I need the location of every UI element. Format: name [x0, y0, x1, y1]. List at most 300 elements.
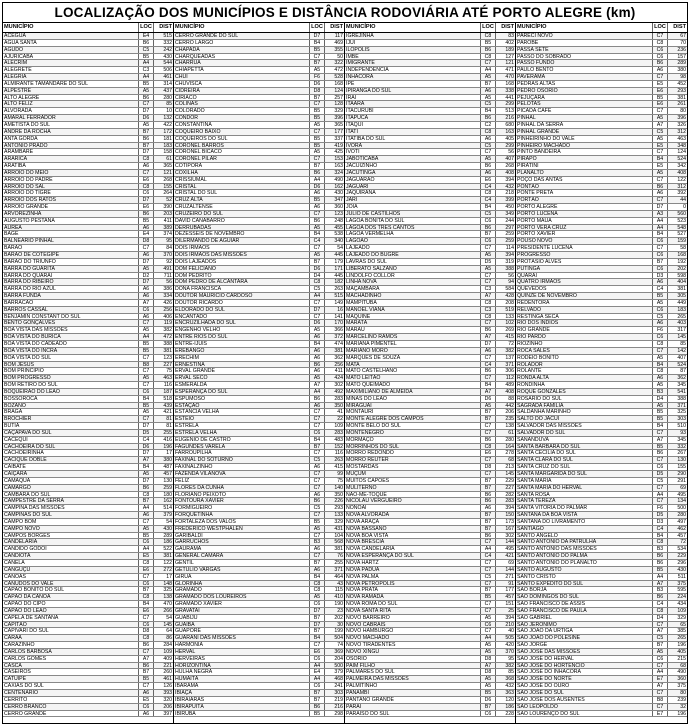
table-row: [174, 238, 344, 245]
location-code: C8: [138, 492, 153, 498]
location-code: E6: [138, 177, 153, 183]
distance-km: 210: [495, 622, 515, 628]
municipality-name: LAGOÃO: [346, 238, 368, 245]
municipality-name: FORMIGUEIRO: [175, 505, 213, 512]
distance-km: 170: [324, 320, 344, 326]
location-code: B6: [480, 47, 495, 53]
location-code: D3: [652, 273, 667, 279]
municipality-name: ELDORADO DO SUL: [175, 306, 225, 313]
location-code: A6: [309, 403, 324, 409]
location-code: C6: [138, 539, 153, 545]
location-code: C8: [480, 300, 495, 306]
municipality-name: SANTIAGO: [517, 525, 544, 532]
distance-km: 430: [153, 54, 173, 60]
municipality-name: ANTÔNIO PRADO: [4, 142, 48, 149]
distance-km: 379: [324, 669, 344, 675]
distance-km: 81: [153, 423, 173, 429]
distance-km: 312: [667, 129, 687, 135]
location-code: C6: [652, 266, 667, 272]
distance-km: 463: [667, 136, 687, 142]
municipality-name: ROLANTE: [517, 368, 542, 375]
table-row: [174, 587, 344, 594]
location-code: C5: [309, 505, 324, 511]
table-row: [345, 704, 515, 711]
location-code: D7: [652, 204, 667, 210]
table-row: [345, 375, 515, 382]
distance-km: 296: [667, 560, 687, 566]
table-row: [345, 184, 515, 191]
distance-km: 374: [153, 231, 173, 237]
table-row: [345, 430, 515, 437]
distance-km: 192: [667, 259, 687, 265]
location-code: C7: [652, 498, 667, 504]
distance-km: 421: [153, 409, 173, 415]
municipality-name: MATO LEITÃO: [346, 375, 381, 382]
location-code: E7: [652, 676, 667, 682]
distance-km: 406: [153, 314, 173, 320]
table-row: [516, 567, 687, 574]
distance-km: 255: [153, 430, 173, 436]
municipality-name: NOVO MACHADO: [346, 635, 390, 642]
distance-km: 548: [667, 225, 687, 231]
distance-km: 269: [495, 327, 515, 333]
municipality-name: FAXINAL DO SOTURNO: [175, 457, 233, 464]
table-row: [516, 197, 687, 204]
location-code: B7: [309, 690, 324, 696]
table-row: [174, 204, 344, 211]
table-row: [3, 622, 173, 629]
distance-km: 155: [153, 184, 173, 190]
table-row: [3, 286, 173, 293]
distance-km: 280: [153, 95, 173, 101]
table-row: [174, 663, 344, 670]
municipality-name: COTIPORÃ: [175, 163, 203, 169]
municipality-name: SANTA ROSA: [517, 491, 550, 498]
distance-km: 492: [324, 389, 344, 395]
table-row: [3, 190, 173, 197]
distance-km: 206: [495, 409, 515, 415]
municipality-name: SANTANA DO LIVRAMENTO: [517, 518, 586, 525]
municipality-name: ENGENHO VELHO: [175, 327, 221, 334]
municipality-name: COLINAS: [175, 101, 198, 108]
municipality-name: MATO QUEIMADO: [346, 382, 391, 388]
distance-km: 177: [324, 129, 344, 135]
table-row: [345, 60, 515, 67]
table-row: [345, 238, 515, 245]
distance-km: 50: [324, 54, 344, 60]
distance-km: 123: [324, 211, 344, 217]
distance-km: 371: [324, 567, 344, 573]
table-row: [345, 403, 515, 410]
table-row: [3, 225, 173, 232]
table-header: [516, 23, 687, 33]
municipality-name: PARAÍ: [346, 703, 362, 710]
table-row: [3, 663, 173, 670]
location-code: A5: [652, 649, 667, 655]
location-code: A6: [138, 163, 153, 169]
table-row: [516, 334, 687, 341]
location-code: C7: [652, 622, 667, 628]
distance-km: 69: [495, 560, 515, 566]
table-row: [345, 170, 515, 177]
distance-km: 422: [153, 122, 173, 128]
location-code: C6: [480, 711, 495, 717]
location-code: C4: [652, 286, 667, 292]
table-row: [3, 252, 173, 259]
table-row: [3, 327, 173, 334]
table-row: [345, 656, 515, 663]
municipality-name: SANTO ÂNGELO: [517, 532, 558, 539]
table-row: [345, 293, 515, 300]
distance-km: 206: [153, 704, 173, 710]
municipality-name: HARMONIA: [175, 642, 203, 648]
table-row: [345, 163, 515, 170]
table-row: [345, 567, 515, 574]
location-code: C7: [480, 423, 495, 429]
municipality-name: SANTA CLARA DO SUL: [517, 457, 573, 464]
distance-km: 528: [324, 74, 344, 80]
distance-km: 332: [667, 444, 687, 450]
table-row: [174, 136, 344, 143]
distance-km: 490: [667, 669, 687, 675]
municipality-name: DERRUBADAS: [175, 224, 212, 231]
table-row: [516, 533, 687, 540]
location-code: C5: [309, 457, 324, 463]
distance-km: 17: [153, 450, 173, 456]
location-code: C7: [480, 567, 495, 573]
municipality-name: GIRUÁ: [175, 573, 192, 580]
location-code: C7: [309, 156, 324, 162]
location-code: C8: [138, 635, 153, 641]
table-row: [516, 300, 687, 307]
table-row: [174, 375, 344, 382]
municipality-name: JARI: [346, 197, 358, 204]
table-column-3: [345, 23, 516, 723]
table-row: [516, 656, 687, 663]
location-code: C7: [309, 533, 324, 539]
table-row: [3, 526, 173, 533]
location-code: A6: [138, 711, 153, 717]
municipality-name: PELOTAS: [517, 101, 541, 108]
location-code: B4: [652, 362, 667, 368]
distance-km: 272: [153, 567, 173, 573]
distance-km: 394: [495, 615, 515, 621]
table-row: [3, 546, 173, 553]
table-row: [3, 143, 173, 150]
location-code: E5: [138, 553, 153, 559]
location-code: A4: [652, 492, 667, 498]
municipality-name: PORTO ALEGRE: [517, 204, 558, 210]
distance-km: 58: [667, 245, 687, 251]
table-row: [3, 587, 173, 594]
distance-km: 235: [495, 416, 515, 422]
table-row: [174, 184, 344, 191]
table-row: [174, 539, 344, 546]
location-code: D7: [480, 341, 495, 347]
municipality-name: NOVA BOA VISTA: [346, 532, 389, 539]
table-row: [516, 177, 687, 184]
municipality-name: ERVAL GRANDE: [175, 368, 215, 375]
location-code: C7: [138, 170, 153, 176]
municipality-name: LAGOA BONITA DO SUL: [346, 217, 405, 224]
distance-km: 255: [324, 560, 344, 566]
municipality-name: ALEGRETE: [4, 67, 32, 74]
table-row: [3, 676, 173, 683]
distance-km: 263: [324, 457, 344, 463]
table-row: [174, 553, 344, 560]
distance-km: 271: [495, 574, 515, 580]
distance-km: 256: [324, 362, 344, 368]
municipality-name: PINTO BANDEIRA: [517, 149, 561, 156]
location-code: A7: [652, 581, 667, 587]
distance-km: 329: [324, 108, 344, 114]
table-row: [174, 676, 344, 683]
municipality-name: PASSA SETE: [517, 46, 549, 53]
distance-km: 44: [667, 197, 687, 203]
municipality-name: SANTANA DA BOA VISTA: [517, 512, 578, 518]
distance-km: 299: [495, 143, 515, 149]
location-code: C7: [480, 430, 495, 436]
municipality-name: ITATI: [346, 128, 358, 135]
distance-km: 264: [153, 190, 173, 196]
table-row: [174, 608, 344, 615]
distance-km: 434: [667, 601, 687, 607]
location-code: C4: [480, 362, 495, 368]
table-row: [3, 136, 173, 143]
header-municipio: MUNICÍPIO: [346, 24, 376, 30]
municipality-name: CASEIROS: [4, 669, 31, 676]
location-code: A6: [480, 170, 495, 176]
distance-km: 375: [667, 581, 687, 587]
distance-km: 430: [324, 190, 344, 196]
location-code: C8: [309, 279, 324, 285]
table-row: [3, 149, 173, 156]
municipality-name: FREDERICO WESTPHALEN: [175, 525, 243, 532]
distance-km: 293: [324, 505, 344, 511]
table-row: [516, 368, 687, 375]
municipality-name: JAQUIRANA: [346, 190, 376, 197]
location-code: C7: [480, 320, 495, 326]
location-code: C6: [480, 218, 495, 224]
table-row: [174, 40, 344, 47]
table-row: [3, 642, 173, 649]
table-row: [345, 389, 515, 396]
municipality-name: DOUTOR RICARDO: [175, 299, 223, 306]
table-row: [345, 245, 515, 252]
municipality-name: PINHAL DA SERRA: [517, 121, 564, 128]
location-code: D7: [309, 307, 324, 313]
distance-km: 365: [324, 122, 344, 128]
table-row: [345, 231, 515, 238]
location-code: C4: [138, 437, 153, 443]
municipality-name: CANUDOS DO VALE: [4, 580, 54, 587]
distance-km: 257: [324, 95, 344, 101]
municipality-name: MANOEL VIANA: [346, 306, 385, 313]
distance-km: 229: [667, 553, 687, 559]
location-code: E4: [138, 33, 153, 39]
location-code: C4: [652, 526, 667, 532]
distance-km: 140: [324, 485, 344, 491]
location-code: D7: [138, 478, 153, 484]
header-municipio: MUNICÍPIO: [4, 24, 34, 30]
municipality-name: ERECHIM: [175, 354, 199, 361]
municipality-name: BOZANO: [4, 402, 26, 409]
municipality-name: CAPÃO DO CIPÓ: [4, 601, 46, 607]
location-code: B7: [309, 615, 324, 621]
municipality-name: ALVORADA: [4, 108, 32, 115]
table-row: [3, 231, 173, 238]
table-row: [516, 437, 687, 444]
location-code: B5: [138, 676, 153, 682]
municipality-name: PINHEIRO MACHADO: [517, 142, 571, 149]
municipality-name: NOVO XINGU: [346, 648, 380, 655]
location-code: E4: [138, 231, 153, 237]
table-row: [516, 204, 687, 211]
location-code: A6: [309, 464, 324, 470]
table-row: [516, 231, 687, 238]
distance-km: 441: [495, 95, 515, 101]
table-row: [516, 711, 687, 718]
distance-km: 260: [153, 669, 173, 675]
location-code: A5: [480, 676, 495, 682]
location-code: E6: [652, 88, 667, 94]
municipality-name: MARIANO MORO: [346, 347, 388, 354]
location-code: A6: [138, 293, 153, 299]
location-code: A7: [138, 300, 153, 306]
table-row: [516, 252, 687, 259]
municipality-name: CAMPOS BORGES: [4, 532, 51, 539]
location-code: C8: [138, 560, 153, 566]
header-loc: LOC: [309, 23, 324, 32]
table-row: [3, 101, 173, 108]
table-row: [516, 136, 687, 143]
location-code: A5: [138, 526, 153, 532]
municipality-name: MIRAGUAÍ: [346, 402, 372, 409]
location-code: C6: [652, 54, 667, 60]
distance-km: 120: [495, 697, 515, 703]
table-row: [345, 320, 515, 327]
table-row: [3, 355, 173, 362]
municipality-name: JACUIZINHO: [346, 163, 378, 169]
municipality-name: CORONEL BICACO: [175, 149, 222, 156]
municipality-name: NOVO HAMBURGO: [346, 628, 394, 635]
municipality-name: GRAMADO: [175, 587, 202, 594]
municipality-name: LAGOA DOS TRÊS CANTOS: [346, 224, 415, 231]
distance-km: 163: [324, 163, 344, 169]
location-code: E5: [652, 143, 667, 149]
municipality-name: BOQUEIRÃO DO LEÃO: [4, 388, 60, 395]
distance-km: 85: [667, 341, 687, 347]
location-code: B7: [480, 587, 495, 593]
municipality-name: SÃO JORGE: [517, 642, 548, 648]
municipality-name: MARQUES DE SOUZA: [346, 354, 401, 361]
table-row: [345, 553, 515, 560]
table-row: [3, 450, 173, 457]
distance-km: 325: [153, 587, 173, 593]
distance-km: 452: [667, 81, 687, 87]
distance-km: 259: [153, 485, 173, 491]
table-row: [516, 546, 687, 553]
table-row: [3, 382, 173, 389]
table-row: [3, 478, 173, 485]
table-row: [3, 67, 173, 74]
municipality-name: CAPIVARI DO SUL: [4, 628, 49, 635]
location-code: C8: [480, 33, 495, 39]
municipality-name: NOVA ROMA DO SUL: [346, 601, 398, 607]
distance-km: 41: [324, 409, 344, 415]
municipality-name: NOVA PRATA: [346, 587, 378, 594]
municipality-name: PEDRO OSÓRIO: [517, 87, 558, 94]
distance-km: 325: [667, 409, 687, 415]
distance-km: 314: [153, 81, 173, 87]
location-code: D6: [309, 266, 324, 272]
municipality-name: REDENTORA: [517, 299, 550, 306]
location-code: B5: [309, 519, 324, 525]
table-row: [174, 437, 344, 444]
table-row: [174, 259, 344, 266]
municipality-name: CAPITÃO: [4, 621, 27, 628]
municipality-name: IRAÍ: [346, 94, 357, 101]
location-code: A6: [309, 190, 324, 196]
municipality-name: CARAÁ: [4, 635, 22, 642]
location-code: C3: [138, 67, 153, 73]
table-row: [174, 396, 344, 403]
distance-km: 402: [495, 40, 515, 46]
distance-km: 84: [153, 245, 173, 251]
location-code: C5: [652, 478, 667, 484]
distance-km: 355: [324, 47, 344, 53]
municipality-name: QUEVEDOS: [517, 286, 547, 293]
location-code: A5: [652, 403, 667, 409]
location-code: B7: [138, 129, 153, 135]
distance-km: 168: [495, 81, 515, 87]
table-row: [345, 54, 515, 61]
municipality-name: ARROIO DO PADRE: [4, 176, 53, 183]
table-row: [516, 649, 687, 656]
distance-km: 56: [495, 149, 515, 155]
table-row: [174, 218, 344, 225]
distance-km: 289: [153, 533, 173, 539]
municipality-name: CIRÍACO: [175, 94, 197, 101]
distance-km: 386: [153, 286, 173, 292]
municipality-name: IBARAMA: [175, 683, 199, 689]
distance-km: 70: [667, 40, 687, 46]
location-code: D4: [309, 273, 324, 279]
table-row: [516, 314, 687, 321]
table-row: [174, 642, 344, 649]
location-code: A4: [138, 505, 153, 511]
municipality-name: PARECI NOVO: [517, 33, 553, 39]
municipality-name: CHIAPETTA: [175, 67, 204, 74]
municipality-name: BARÃO: [4, 245, 23, 251]
location-code: B6: [480, 492, 495, 498]
location-code: B7: [138, 143, 153, 149]
location-code: C7: [309, 471, 324, 477]
municipality-name: JÚLIO DE CASTILHOS: [346, 210, 401, 217]
distance-km: 145: [495, 471, 515, 477]
location-code: C7: [138, 519, 153, 525]
distance-km: 265: [667, 314, 687, 320]
distance-km: 408: [495, 389, 515, 395]
table-row: [345, 690, 515, 697]
table-row: [174, 389, 344, 396]
location-code: D4: [652, 396, 667, 402]
location-code: B7: [480, 416, 495, 422]
municipality-name: PALMEIRA DAS MISSÕES: [346, 676, 409, 683]
table-row: [516, 416, 687, 423]
municipality-name: IPÊ: [346, 80, 355, 87]
header-dist: DIST: [667, 23, 687, 32]
